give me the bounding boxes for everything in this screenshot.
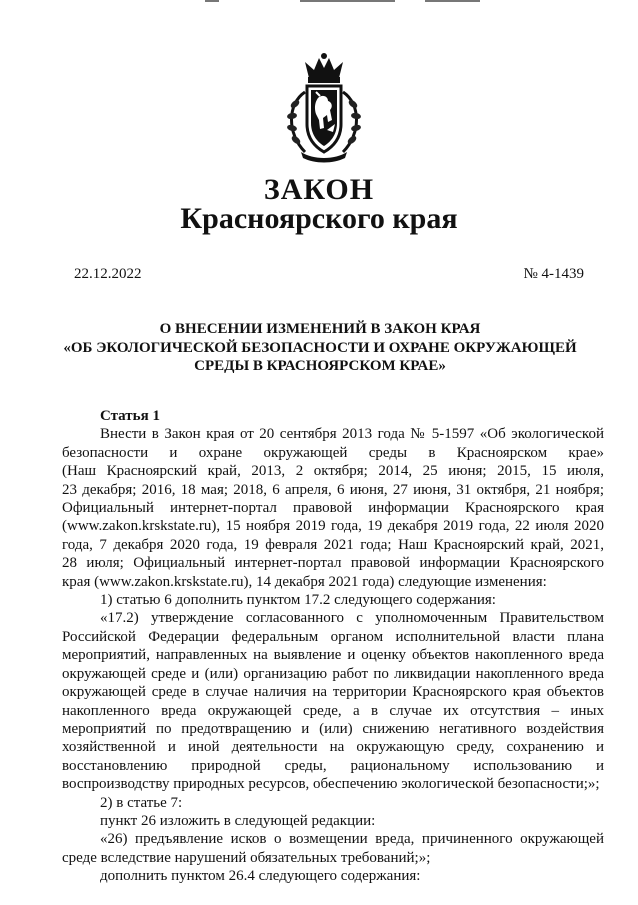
paragraph-item-1 — [62, 591, 604, 609]
scan-edge-mark — [205, 0, 219, 2]
law-heading — [40, 320, 600, 376]
paragraph-quote-17-2 — [62, 609, 604, 793]
text-line: 23 декабря; 2016, 18 мая; 2018, 6 апреля, 6 июня, 27 июня, 31 октября, 21 ноября; — [62, 481, 604, 498]
scan-edge-mark — [425, 0, 480, 2]
text-line: хозяйственной и иной деятельности на окружающую среду, сохранению и — [62, 739, 604, 756]
text-line: безопасности и охране окружающей среды в Красноярском крае» — [62, 444, 604, 461]
text-line: 1) статью 6 дополнить пунктом 17.2 следующего содержания: — [100, 592, 496, 609]
paragraph-point-26-4 — [62, 867, 604, 885]
paragraph-intro — [62, 425, 604, 591]
law-body — [62, 407, 604, 886]
paragraph-quote-26 — [62, 830, 604, 867]
coat-of-arms-icon — [283, 52, 365, 164]
text-line: «26) предъявление исков о возмещении вреда, причиненного окружающей — [100, 831, 604, 848]
heading-line: О ВНЕСЕНИИ ИЗМЕНЕНИЙ В ЗАКОН КРАЯ — [159, 321, 481, 337]
paragraph-point-26 — [62, 812, 604, 830]
text-line: мероприятий, направленных на выявление и оценку объектов накопленного вреда — [62, 647, 604, 664]
text-line: среде вследствие нарушений обязательных требований;»; — [62, 849, 431, 866]
document-type-title: ЗАКОН — [263, 173, 375, 206]
text-line: «17.2) утверждение согласованного с уполномоченным Правительством — [100, 610, 604, 627]
text-line: Российской Федерации федеральным органом исполнительной власти плана — [62, 628, 604, 645]
law-number: № 4-1439 — [523, 266, 584, 282]
scan-edge-mark — [300, 0, 395, 2]
text-line: 28 июля; Официальный интернет-портал правовой информации Красноярского — [62, 555, 604, 572]
text-line: (Наш Красноярский край, 2013, 2 октября; 2014, 25 июня; 2015, 15 июля, — [62, 463, 604, 480]
heading-line: «ОБ ЭКОЛОГИЧЕСКОЙ БЕЗОПАСНОСТИ И ОХРАНЕ ОКРУЖАЮЩЕЙ — [63, 339, 577, 356]
law-date: 22.12.2022 — [74, 266, 142, 282]
text-line: воспроизводству природных ресурсов, обеспечению экологической безопасности;»; — [62, 776, 600, 793]
paragraph-item-2 — [62, 794, 604, 812]
heading-line: СРЕДЫ В КРАСНОЯРСКОМ КРАЕ» — [194, 358, 446, 374]
text-line: (www.zakon.krskstate.ru), 15 ноября 2019 года, 19 декабря 2019 года, 22 июля 2020 — [62, 518, 604, 535]
text-line: Официальный интернет-портал правовой информации Красноярского края — [62, 500, 604, 517]
text-line: восстановлению природной среды, рациональному использованию и — [62, 757, 604, 774]
text-line: Внести в Закон края от 20 сентября 2013 года № 5-1597 «Об экологической — [100, 426, 604, 443]
text-line: накопленного вреда окружающей среде, а в случае их отсутствия – иных — [62, 702, 604, 719]
article-heading: Статья 1 — [100, 408, 160, 424]
text-line: года, 7 декабря 2020 года, 19 февраля 2021 года; Наш Красноярский край, 2021, — [62, 536, 604, 553]
text-line: 2) в статье 7: — [100, 794, 183, 811]
text-line: дополнить пунктом 26.4 следующего содержания: — [100, 868, 421, 885]
text-line: окружающей среде в случае наличия на территории Красноярского края объектов — [62, 684, 604, 701]
text-line: пункт 26 изложить в следующей редакции: — [100, 812, 376, 829]
text-line: края (www.zakon.krskstate.ru), 14 декабря 2021 года) следующие изменения: — [62, 573, 547, 590]
text-line: мероприятий по предотвращению и (или) снижению негативного воздействия — [62, 720, 604, 737]
region-title: Красноярского края — [180, 202, 458, 235]
text-line: окружающей среде и (или) организацию работ по ликвидации накопленного вреда — [62, 665, 604, 682]
